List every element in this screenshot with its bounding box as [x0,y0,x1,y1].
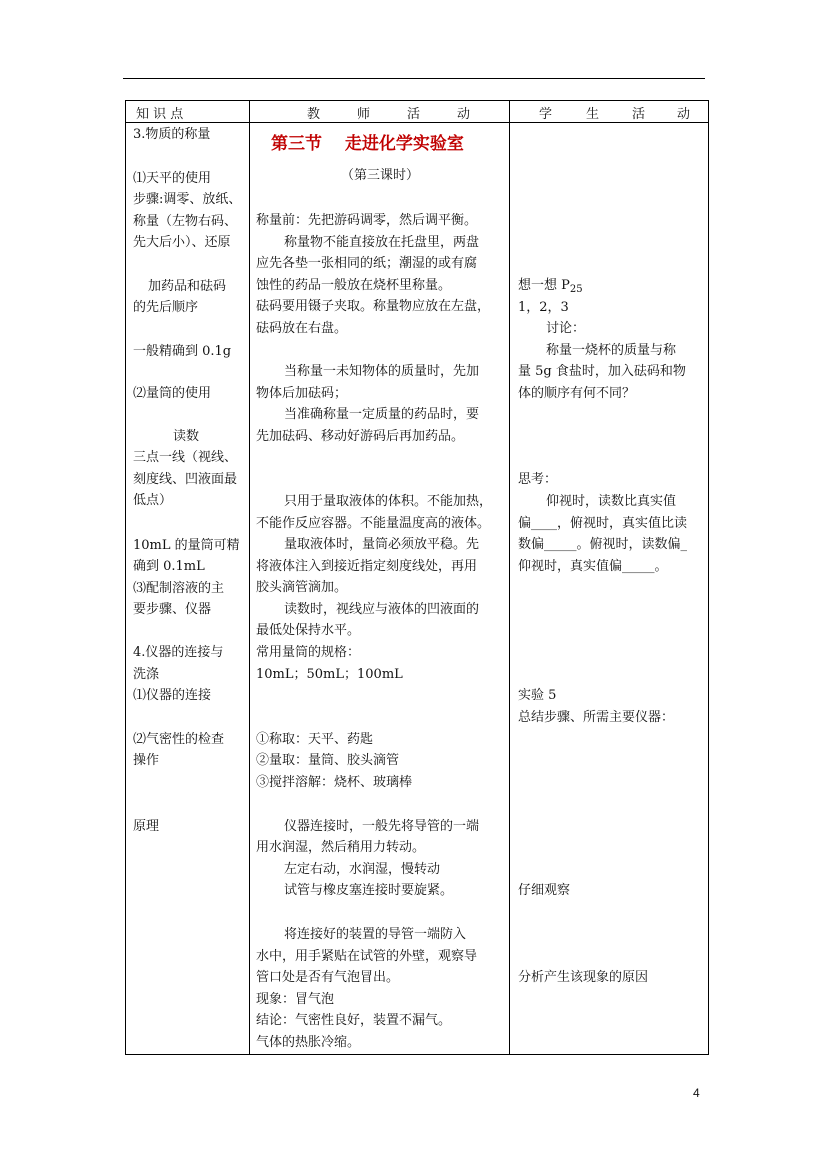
student-line: 体的顺序有何不同？ [518,386,636,401]
knowledge-line: 要步骤、仪器 [133,602,212,617]
header-teacher-char: 师 [357,107,371,122]
header-teacher-char: 活 [407,107,421,122]
teacher-line: 试管与橡皮塞连接时要旋紧。 [284,883,454,898]
teacher-line: 量取液体时，量筒必须放平稳。先 [284,537,480,552]
teacher-line: 水中，用手紧贴在试管的外壁，观察导 [256,949,478,964]
knowledge-line: 10mL 的量筒可精 [133,538,240,553]
header-student-char: 活 [632,107,646,122]
student-line: 仔细观察 [518,883,571,898]
student-line: 实验 5 [518,688,557,703]
page-number: 4 [693,1086,700,1100]
knowledge-line: ⑵气密性的检查 [133,732,225,747]
student-line: 仰视时，读数比真实值 [546,494,677,509]
teacher-line: ①称取：天平、药匙 [256,732,374,747]
teacher-line: ③搅拌溶解：烧杯、玻璃棒 [256,775,413,790]
teacher-line: 10mL；50mL；100mL [256,667,403,682]
teacher-line: 砝码要用镊子夹取。称量物应放在左盘， [256,299,491,314]
knowledge-line: ⑴天平的使用 [133,171,212,186]
teacher-line: 仪器连接时，一般先将导管的一端 [284,819,480,834]
student-line: 量 5g 食盐时，加入砝码和物 [518,364,686,379]
teacher-line: 称量前：先把游码调零，然后调平衡。 [256,213,478,228]
knowledge-line: 原理 [133,819,160,834]
student-line: 分析产生该现象的原因 [518,970,649,985]
student-line: 称量一烧杯的质量与称 [546,343,677,358]
teacher-line: 胶头滴管滴加。 [256,580,348,595]
student-line: 讨论： [546,321,586,336]
teacher-line: 先加砝码、移动好游码后再加药品。 [256,429,465,444]
knowledge-line: 3.物质的称量 [133,127,211,142]
teacher-line: 左定右动，水润湿，慢转动 [284,862,441,877]
knowledge-line: 称量（左物右码、 [133,214,238,229]
knowledge-line: ⑴仪器的连接 [133,688,212,703]
teacher-line: 物体后加砝码； [256,386,348,401]
teacher-line: 应先各垫一张相同的纸；潮湿的或有腐 [256,256,478,271]
knowledge-line: 低点） [133,493,173,508]
student-line: 数偏_____。俯视时，读数偏_ [518,537,688,552]
header-teacher-char: 动 [457,107,471,122]
header-teacher-char: 教 [307,107,321,122]
teacher-line: 只用于量取液体的体积。不能加热， [284,494,493,509]
knowledge-line: 刻度线、凹液面最 [133,472,238,487]
teacher-line: 蚀性的药品一般放在烧杯里称量。 [256,278,452,293]
lesson-title: 第三节 走进化学实验室 [271,134,464,154]
knowledge-line: 步骤:调零、放纸、 [133,192,242,207]
knowledge-line: ⑵量筒的使用 [133,386,212,401]
student-line: 1，2，3 [518,300,569,315]
teacher-line: 现象：冒气泡 [256,992,335,1007]
header-student-char: 生 [586,107,600,122]
knowledge-line: 先大后小）、还原 [133,235,231,250]
header-student-char: 学 [539,107,553,122]
header-student-char: 动 [677,107,691,122]
knowledge-line: 确到 0.1mL [133,559,205,574]
teacher-line: 当称量一未知物体的质量时，先加 [284,364,480,379]
teacher-line: 气体的热胀冷缩。 [256,1035,361,1050]
header-divider [126,122,708,123]
teacher-line: 砝码放在右盘。 [256,321,348,336]
teacher-line: 结论：气密性良好，装置不漏气。 [256,1013,452,1028]
knowledge-line: ⑶配制溶液的主 [133,581,225,596]
student-line: 总结步骤、所需主要仪器： [518,710,675,725]
header-rule [123,78,705,79]
knowledge-line: 读数 [173,429,200,444]
student-line: 思考： [518,472,558,487]
student-line: 仰视时，真实值偏_____。 [518,559,668,574]
student-line: 偏____，俯视时，真实值比读 [518,516,688,531]
knowledge-line: 加药品和砝码 [148,279,227,294]
teacher-line: 用水润湿，然后稍用力转动。 [256,840,426,855]
lesson-subtitle: （第三课时） [341,168,420,183]
knowledge-line: 一般精确到 0.1g [133,344,232,359]
teacher-line: 称量物不能直接放在托盘里，两盘 [284,235,480,250]
teacher-line: 常用量筒的规格： [256,645,361,660]
teacher-line: 将液体注入到接近指定刻度线处，再用 [256,559,478,574]
knowledge-line: 的先后顺序 [133,300,199,315]
teacher-line: 不能作反应容器。不能量温度高的液体。 [256,516,491,531]
teacher-line: 读数时，视线应与液体的凹液面的 [284,602,480,617]
teacher-line: 将连接好的装置的导管一端防入 [284,927,467,942]
header-knowledge: 知 识 点 [136,107,184,122]
knowledge-line: 操作 [133,753,160,768]
teacher-line: 最低处保持水平。 [256,623,361,638]
think-label: 想一想 P [518,278,570,293]
teacher-line: 管口处是否有气泡冒出。 [256,970,400,985]
lesson-table [125,100,709,1055]
teacher-line: ②量取：量筒、胶头滴管 [256,753,400,768]
teacher-line: 当准确称量一定质量的药品时，要 [284,407,480,422]
page-ref-subscript: 25 [569,284,583,295]
knowledge-line: 4.仪器的连接与 [133,645,224,660]
knowledge-line: 三点一线（视线、 [133,450,238,465]
column-divider [249,101,250,1054]
column-divider [509,101,510,1054]
knowledge-line: 洗涤 [133,667,160,682]
